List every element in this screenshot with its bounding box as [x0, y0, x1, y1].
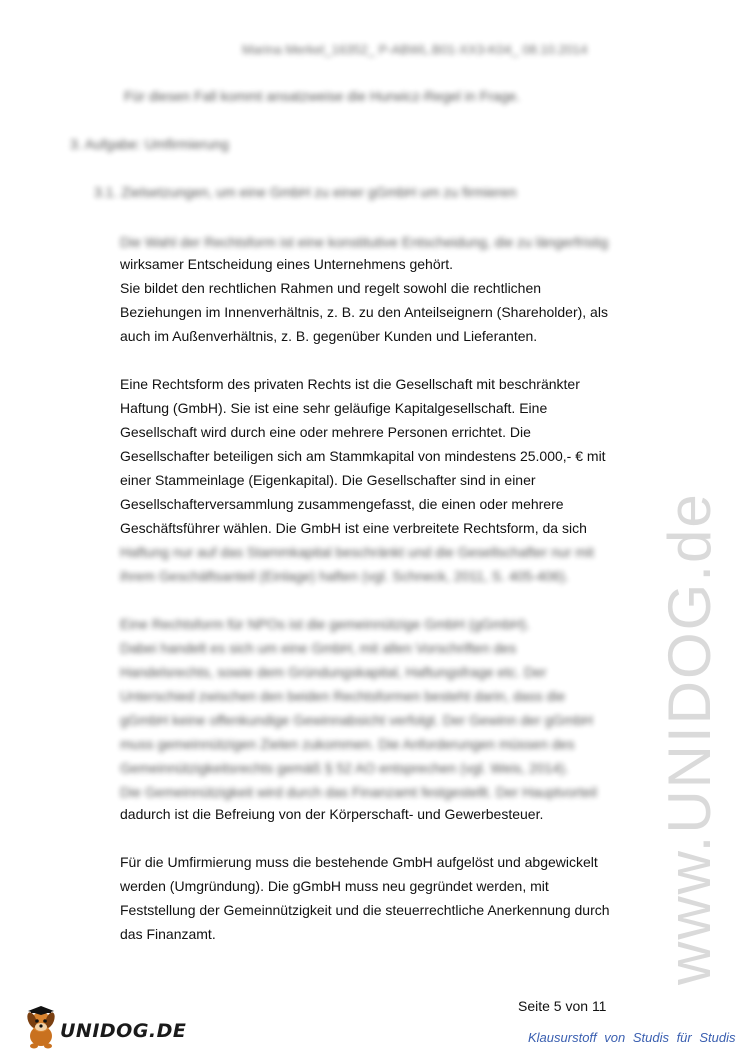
text-line: Haftung (GmbH). Sie ist eine sehr geläufige Kapitalgesellschaft. Eine	[120, 400, 548, 416]
text-line: Gesellschafter beteiligen sich am Stammkapital von mindestens 25.000,- € mit	[120, 448, 606, 464]
text-line: Haftung nur auf das Stammkapital beschränkt und die Gesellschafter nur mit	[120, 544, 594, 560]
text-line: wirksamer Entscheidung eines Unternehmens gehört.	[120, 256, 454, 272]
text-line: Sie bildet den rechtlichen Rahmen und regelt sowohl die rechtlichen	[120, 280, 542, 296]
text-line: gGmbH keine offenkundige Gewinnabsicht verfolgt. Der Gewinn der gGmbH	[120, 712, 593, 728]
page-number: Seite 5 von 11	[518, 998, 607, 1014]
text-line: Beziehungen im Innenverhältnis, z. B. zu den Anteilseignern (Shareholder), als	[120, 304, 608, 320]
text-line: Dabei handelt es sich um eine GmbH, mit allen Vorschriften des	[120, 640, 517, 656]
text-line: ihrem Geschäftsanteil (Einlage) haften (vgl. Schneck, 2011, S. 405-406).	[120, 568, 569, 584]
text-line: Gemeinnützigkeitsrechts gemäß § 52 AO entsprechen (vgl. Weis, 2014).	[120, 760, 569, 776]
text-line: muss gemeinnützigen Zielen zukommen. Die Anforderungen müssen des	[120, 736, 575, 752]
text-line: Für die Umfirmierung muss die bestehende GmbH aufgelöst und abgewickelt	[120, 854, 598, 870]
watermark: www.UNIDOG.de	[656, 492, 723, 985]
text-line: auch im Außenverhältnis, z. B. gegenüber Kunden und Lieferanten.	[120, 328, 538, 344]
unidog-logo[interactable]	[22, 1006, 187, 1050]
text-line: das Finanzamt.	[120, 926, 216, 942]
dog-mascot-icon	[22, 1006, 60, 1050]
text-line: Gesellschaft wird durch eine oder mehrere Personen errichtet. Die	[120, 424, 531, 440]
text-line: Eine Rechtsform des privaten Rechts ist die Gesellschaft mit beschränkter	[120, 376, 580, 392]
text-line: Handelsrechts, sowie dem Gründungskapital, Haftungsfrage etc. Der	[120, 664, 547, 680]
footer-tagline: Klausurstoff von Studis für Studis	[528, 1030, 736, 1045]
text-line: werden (Umgründung). Die gGmbH muss neu gegründet werden, mit	[120, 878, 549, 894]
text-line: einer Stammeinlage (Eigenkapital). Die Gesellschafter sind in einer	[120, 472, 536, 488]
logo-text: UNIDOG.DE	[60, 1020, 187, 1042]
text-line: dadurch ist die Befreiung von der Körperschaft- und Gewerbesteuer.	[120, 806, 544, 822]
page-header: Marina Merkel_16352_ P-ABWL.B01-XX3-K04_ 08.10.2014	[242, 42, 588, 57]
section-heading-3: 3. Aufgabe: Umfirmierung	[70, 136, 229, 152]
text-line: Feststellung der Gemeinnützigkeit und die steuerrechtliche Anerkennung durch	[120, 902, 610, 918]
text-line: Unterschied zwischen den beiden Rechtsformen besteht darin, dass die	[120, 688, 566, 704]
text-line: Die Wahl der Rechtsform ist eine konstitutive Entscheidung, die zu längerfristig	[120, 234, 609, 250]
section-heading-3-1: 3.1. Zielsetzungen, um eine GmbH zu einer gGmbH um zu firmieren	[94, 184, 517, 200]
text-line: Gesellschafterversammlung zusammengefasst, die einen oder mehrere	[120, 496, 564, 512]
text-line: Eine Rechtsform für NPOs ist die gemeinnützige GmbH (gGmbH).	[120, 616, 531, 632]
intro-sentence: Für diesen Fall kommt ansatzweise die Hurwicz-Regel in Frage.	[124, 88, 521, 104]
text-line: Die Gemeinnützigkeit wird durch das Finanzamt festgestellt. Der Hauptvorteil	[120, 784, 597, 800]
text-line: Geschäftsführer wählen. Die GmbH ist eine verbreitete Rechtsform, da sich	[120, 520, 587, 536]
